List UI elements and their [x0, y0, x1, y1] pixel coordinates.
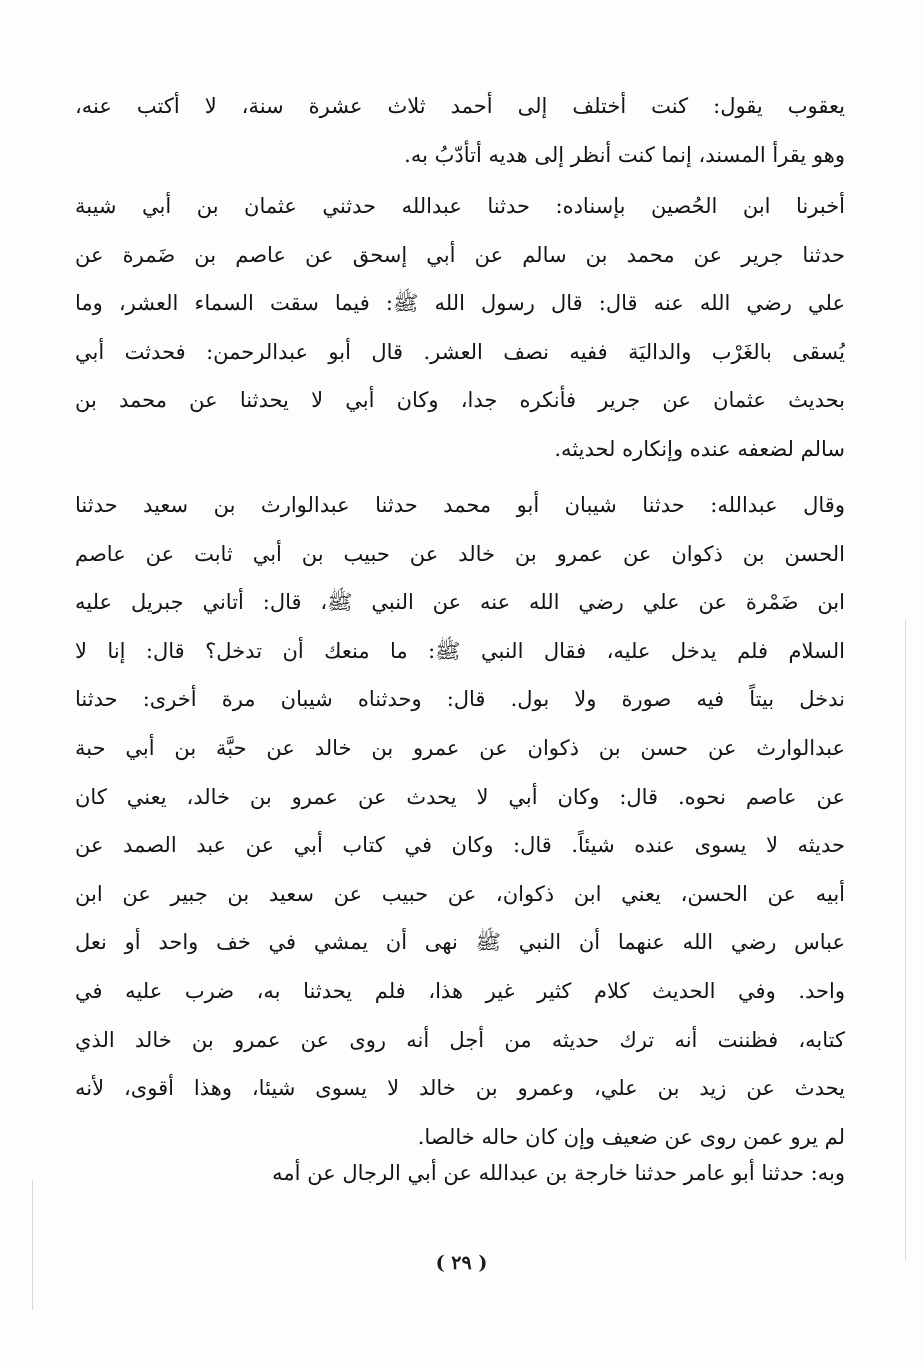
text-line: أخبرنا ابن الحُصين بإسناده: حدثنا عبدالله حدثني عثمان بن أبي شيبة — [75, 194, 845, 218]
paragraph-1 — [75, 82, 845, 179]
paragraph-2 — [75, 182, 845, 474]
text-line: عباس رضي الله عنهما أن النبي ﷺ نهى أن يمشي في خف واحد أو نعل — [75, 930, 845, 955]
text-line: حدثنا جرير عن محمد بن سالم عن أبي إسحق عن عاصم بن ضَمرة عن — [75, 242, 845, 267]
text-line: السلام فلم يدخل عليه، فقال النبي ﷺ: ما منعك أن تدخل؟ قال: إنا لا — [75, 638, 845, 663]
page-number: ( ٢٩ ) — [435, 1252, 488, 1274]
text-line: يعقوب يقول: كنت أختلف إلى أحمد ثلاث عشرة سنة، لا أكتب عنه، — [75, 94, 845, 118]
text-line: علي رضي الله عنه قال: قال رسول الله ﷺ: فيما سقت السماء العشر، وما — [75, 291, 845, 316]
text-line: ابن ضَمْرة عن علي رضي الله عنه عن النبي ﷺ، قال: أتاني جبريل عليه — [75, 590, 845, 615]
text-line: يُسقى بالغَرْب والداليَة ففيه نصف العشر. قال أبو عبدالرحمن: فحدثت أبي — [75, 339, 845, 364]
text-line: عن عاصم نحوه. قال: وكان أبي لا يحدث عن عمرو بن خالد، يعني كان — [75, 784, 845, 809]
text-line: لم يرو عمن روى عن ضعيف وإن كان حاله خالصا. — [417, 1124, 845, 1149]
text-line: حديثه لا يسوى عنده شيئاً. قال: وكان في كتاب أبي عن عبد الصمد عن — [75, 833, 845, 858]
text-line: وقال عبدالله: حدثنا شيبان أبو محمد حدثنا عبدالوارث بن سعيد حدثنا — [75, 493, 845, 517]
scan-edge-line — [32, 1180, 33, 1310]
paragraph-4 — [75, 1149, 845, 1198]
text-line: وهو يقرأ المسند، إنما كنت أنظر إلى هديه أتأدّبُ به. — [404, 142, 845, 167]
text-line: سالم لضعفه عنده وإنكاره لحديثه. — [554, 436, 845, 461]
text-line: بحديث عثمان عن جرير فأنكره جدا، وكان أبي لا يحدثنا عن محمد بن — [75, 388, 845, 413]
text-line: الحسن بن ذكوان عن عمرو بن خالد عن حبيب بن أبي ثابت عن عاصم — [75, 541, 845, 566]
scan-edge-line — [905, 620, 906, 1260]
text-line: وبه: حدثنا أبو عامر حدثنا خارجة بن عبدالله عن أبي الرجال عن أمه — [272, 1161, 845, 1185]
text-line: ندخل بيتاً فيه صورة ولا بول. قال: وحدثناه شيبان مرة أخرى: حدثنا — [75, 687, 845, 712]
text-line: واحد. وفي الحديث كلام كثير غير هذا، فلم يحدثنا به، ضرب عليه في — [75, 978, 845, 1003]
text-line: يحدث عن زيد بن علي، وعمرو بن خالد لا يسوى شيئا، وهذا أقوى، لأنه — [75, 1076, 845, 1101]
text-line: كتابه، فظننت أنه ترك حديثه من أجل أنه روى عن عمرو بن خالد الذي — [75, 1027, 845, 1052]
text-line: عبدالوارث عن حسن بن ذكوان عن عمرو بن خالد عن حبَّة بن أبي حبة — [75, 735, 845, 760]
paragraph-3 — [75, 481, 845, 1161]
text-line: أبيه عن الحسن، يعني ابن ذكوان، عن حبيب عن سعيد بن جبير عن ابن — [75, 881, 845, 906]
